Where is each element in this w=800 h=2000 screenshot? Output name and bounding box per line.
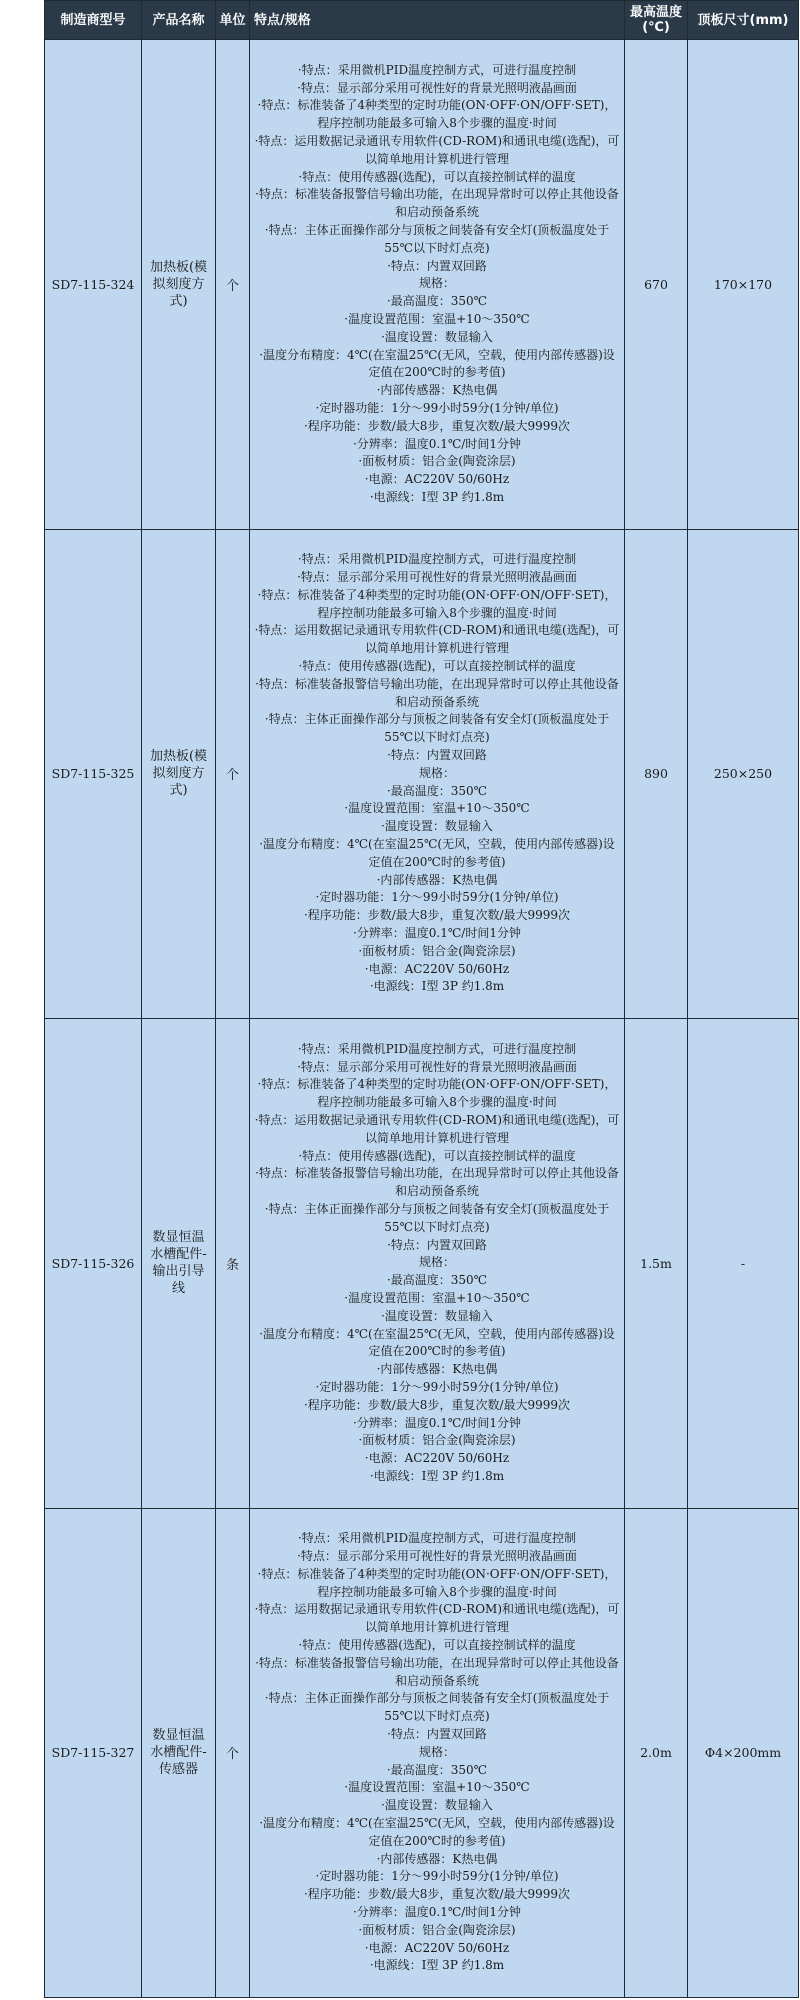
- spec-line: ·最高温度：350℃: [386, 1273, 488, 1288]
- spec-line: ·面板材质：铝合金(陶瓷涂层): [358, 454, 516, 469]
- cell-model-code: SD7-115-326: [45, 1019, 142, 1509]
- product-table-container: [44, 0, 798, 1998]
- cell-spec-list: [250, 1019, 625, 1509]
- spec-line: ·特点：显示部分采用可视性好的背景光照明液晶画面: [297, 80, 577, 95]
- spec-line: ·温度设置：数显输入: [381, 1798, 493, 1813]
- spec-line: ·内部传感器：K热电偶: [376, 383, 498, 398]
- cell-product-name: 数显恒温水槽配件-传感器: [142, 1508, 216, 1998]
- spec-line: ·特点：显示部分采用可视性好的背景光照明液晶画面: [297, 570, 577, 585]
- spec-line: ·特点：运用数据记录通讯专用软件(CD-ROM)和通讯电缆(选配)，可以简单地用计算机进行管理: [254, 623, 620, 656]
- spec-line: ·温度设置：数显输入: [381, 1308, 493, 1323]
- spec-line: ·定时器功能：1分～99小时59分(1分钟/单位): [315, 400, 559, 415]
- spec-line: ·温度设置范围：室温+10～350℃: [344, 1780, 530, 1795]
- spec-line: ·特点：标准装备报警信号输出功能，在出现异常时可以停止其他设备和启动预备系统: [255, 1655, 619, 1688]
- cell-unit: 个: [216, 1508, 250, 1998]
- spec-line: ·分辨率：温度0.1℃/时间1分钟: [352, 926, 521, 941]
- spec-line: ·特点：使用传感器(选配)，可以直接控制试样的温度: [298, 659, 576, 674]
- cell-unit: 个: [216, 529, 250, 1019]
- spec-line: ·定时器功能：1分～99小时59分(1分钟/单位): [315, 1869, 559, 1884]
- cell-spec-list: [250, 1508, 625, 1998]
- spec-line: ·特点：内置双回路: [387, 1237, 487, 1252]
- spec-line: ·特点：内置双回路: [387, 748, 487, 763]
- spec-line: ·面板材质：铝合金(陶瓷涂层): [358, 1922, 516, 1937]
- spec-line: ·程序功能：步数/最大8步，重复次数/最大9999次: [303, 418, 571, 433]
- spec-line: ·温度分布精度：4℃(在室温25℃(无风，空载，使用内部传感器)设定值在200℃时的参考值): [259, 837, 615, 869]
- cell-model-code: SD7-115-324: [45, 40, 142, 530]
- spec-line: ·电源线：I型 3P 约1.8m: [369, 1958, 505, 1973]
- cell-plate-size: 250×250: [688, 529, 799, 1019]
- cell-unit: 条: [216, 1019, 250, 1509]
- spec-line: ·面板材质：铝合金(陶瓷涂层): [358, 943, 516, 958]
- spec-line: ·内部传感器：K热电偶: [376, 872, 498, 887]
- cell-model-code: SD7-115-327: [45, 1508, 142, 1998]
- spec-line: ·最高温度：350℃: [386, 783, 488, 798]
- spec-line: ·温度分布精度：4℃(在室温25℃(无风，空载，使用内部传感器)设定值在200℃时的参考值): [259, 347, 615, 380]
- spec-line: ·特点：采用微机PID温度控制方式，可进行温度控制: [297, 1041, 577, 1056]
- spec-line: ·特点：主体正面操作部分与顶板之间装备有安全灯(顶板温度处于 55℃以下时灯点亮): [264, 222, 610, 255]
- spec-line: ·特点：使用传感器(选配)，可以直接控制试样的温度: [298, 169, 576, 184]
- spec-line: ·定时器功能：1分～99小时59分(1分钟/单位): [315, 890, 559, 905]
- cell-max-temp: 670: [625, 40, 688, 530]
- cell-model-code: SD7-115-325: [45, 529, 142, 1019]
- cell-spec-list: [250, 40, 625, 530]
- spec-line: ·特点：标准装备了4种类型的定时功能(ON·OFF·ON/OFF·SET)，程序控制功能最多可输入8个步骤的温度·时间: [257, 1077, 617, 1110]
- spec-line: ·特点：显示部分采用可视性好的背景光照明液晶画面: [297, 1549, 577, 1564]
- spec-line: ·特点：采用微机PID温度控制方式，可进行温度控制: [297, 62, 577, 77]
- spec-line: ·温度设置：数显输入: [381, 819, 493, 834]
- cell-unit: 个: [216, 40, 250, 530]
- cell-spec-list: [250, 529, 625, 1019]
- cell-max-temp: 1.5m: [625, 1019, 688, 1509]
- cell-plate-size: -: [688, 1019, 799, 1509]
- spec-line: ·特点：主体正面操作部分与顶板之间装备有安全灯(顶板温度处于 55℃以下时灯点亮): [264, 1201, 610, 1234]
- spec-line: ·电源：AC220V 50/60Hz: [364, 472, 510, 487]
- cell-max-temp: 890: [625, 529, 688, 1019]
- header-unit: 单位: [216, 1, 250, 40]
- spec-line: ·最高温度：350℃: [386, 1762, 488, 1777]
- spec-line: ·分辨率：温度0.1℃/时间1分钟: [352, 1415, 521, 1430]
- spec-line: 规格：: [418, 1255, 455, 1270]
- header-name: 产品名称: [142, 1, 216, 40]
- table-row: [45, 1508, 799, 1998]
- header-plate-size: 顶板尺寸(mm): [688, 1, 799, 40]
- header-spec: 特点/规格: [250, 1, 625, 40]
- table-row: [45, 40, 799, 530]
- spec-line: ·温度分布精度：4℃(在室温25℃(无风，空载，使用内部传感器)设定值在200℃时的参考值): [259, 1816, 615, 1848]
- spec-line: ·特点：主体正面操作部分与顶板之间装备有安全灯(顶板温度处于 55℃以下时灯点亮): [264, 712, 610, 745]
- spec-line: ·特点：内置双回路: [387, 1727, 487, 1742]
- spec-line: ·最高温度：350℃: [386, 294, 488, 309]
- spec-line: ·电源：AC220V 50/60Hz: [364, 1451, 510, 1466]
- spec-line: ·特点：运用数据记录通讯专用软件(CD-ROM)和通讯电缆(选配)，可以简单地用计算机进行管理: [254, 133, 620, 166]
- spec-line: ·温度分布精度：4℃(在室温25℃(无风，空载，使用内部传感器)设定值在200℃时的参考值): [259, 1326, 615, 1359]
- spec-line: 规格：: [418, 765, 455, 780]
- spec-line: ·电源线：I型 3P 约1.8m: [369, 1468, 505, 1483]
- spec-line: ·特点：显示部分采用可视性好的背景光照明液晶画面: [297, 1059, 577, 1074]
- spec-line: ·特点：标准装备了4种类型的定时功能(ON·OFF·ON/OFF·SET)，程序控制功能最多可输入8个步骤的温度·时间: [257, 98, 617, 131]
- spec-line: ·内部传感器：K热电偶: [376, 1362, 498, 1377]
- spec-line: ·特点：标准装备报警信号输出功能，在出现异常时可以停止其他设备和启动预备系统: [255, 676, 619, 709]
- cell-plate-size: Φ4×200mm: [688, 1508, 799, 1998]
- spec-line: ·内部传感器：K热电偶: [376, 1851, 498, 1866]
- spec-line: ·温度设置：数显输入: [381, 329, 493, 344]
- spec-line: ·定时器功能：1分～99小时59分(1分钟/单位): [315, 1379, 559, 1394]
- spec-line: ·特点：标准装备了4种类型的定时功能(ON·OFF·ON/OFF·SET)，程序控制功能最多可输入8个步骤的温度·时间: [257, 587, 617, 620]
- spec-line: ·分辨率：温度0.1℃/时间1分钟: [352, 1905, 521, 1920]
- spec-line: ·特点：标准装备报警信号输出功能，在出现异常时可以停止其他设备和启动预备系统: [255, 187, 619, 220]
- spec-line: ·特点：运用数据记录通讯专用软件(CD-ROM)和通讯电缆(选配)，可以简单地用计算机进行管理: [254, 1112, 620, 1145]
- spec-line: ·程序功能：步数/最大8步，重复次数/最大9999次: [303, 1887, 571, 1902]
- spec-line: 规格：: [418, 1744, 455, 1759]
- spec-line: ·分辨率：温度0.1℃/时间1分钟: [352, 436, 521, 451]
- spec-line: ·特点：标准装备了4种类型的定时功能(ON·OFF·ON/OFF·SET)，程序控制功能最多可输入8个步骤的温度·时间: [257, 1566, 617, 1599]
- spec-line: ·温度设置范围：室温+10～350℃: [344, 1290, 530, 1305]
- cell-plate-size: 170×170: [688, 40, 799, 530]
- table-row: [45, 529, 799, 1019]
- spec-line: ·程序功能：步数/最大8步，重复次数/最大9999次: [303, 1397, 571, 1412]
- table-header-row: [45, 1, 799, 40]
- header-max-temp: 最高温度(℃): [625, 1, 688, 40]
- spec-line: ·特点：主体正面操作部分与顶板之间装备有安全灯(顶板温度处于 55℃以下时灯点亮): [264, 1691, 610, 1724]
- spec-line: ·电源：AC220V 50/60Hz: [364, 961, 510, 976]
- spec-line: ·面板材质：铝合金(陶瓷涂层): [358, 1433, 516, 1448]
- product-spec-table: [44, 0, 799, 1998]
- cell-max-temp: 2.0m: [625, 1508, 688, 1998]
- spec-line: ·特点：标准装备报警信号输出功能，在出现异常时可以停止其他设备和启动预备系统: [255, 1166, 619, 1199]
- spec-line: ·程序功能：步数/最大8步，重复次数/最大9999次: [303, 908, 571, 923]
- spec-line: ·特点：采用微机PID温度控制方式，可进行温度控制: [297, 552, 577, 567]
- spec-line: ·特点：内置双回路: [387, 258, 487, 273]
- spec-line: ·温度设置范围：室温+10～350℃: [344, 311, 530, 326]
- cell-product-name: 加热板(模拟刻度方式): [142, 40, 216, 530]
- spec-line: ·特点：采用微机PID温度控制方式，可进行温度控制: [297, 1531, 577, 1546]
- spec-line: 规格：: [418, 276, 455, 291]
- spec-line: ·电源：AC220V 50/60Hz: [364, 1940, 510, 1955]
- spec-line: ·特点：使用传感器(选配)，可以直接控制试样的温度: [298, 1148, 576, 1163]
- spec-line: ·特点：运用数据记录通讯专用软件(CD-ROM)和通讯电缆(选配)，可以简单地用计算机进行管理: [254, 1602, 620, 1635]
- spec-line: ·温度设置范围：室温+10～350℃: [344, 801, 530, 816]
- table-row: [45, 1019, 799, 1509]
- cell-product-name: 加热板(模拟刻度方式): [142, 529, 216, 1019]
- spec-line: ·电源线：I型 3P 约1.8m: [369, 979, 505, 994]
- header-code: 制造商型号: [45, 1, 142, 40]
- cell-product-name: 数显恒温水槽配件-输出引导线: [142, 1019, 216, 1509]
- spec-line: ·特点：使用传感器(选配)，可以直接控制试样的温度: [298, 1638, 576, 1653]
- spec-line: ·电源线：I型 3P 约1.8m: [369, 489, 505, 504]
